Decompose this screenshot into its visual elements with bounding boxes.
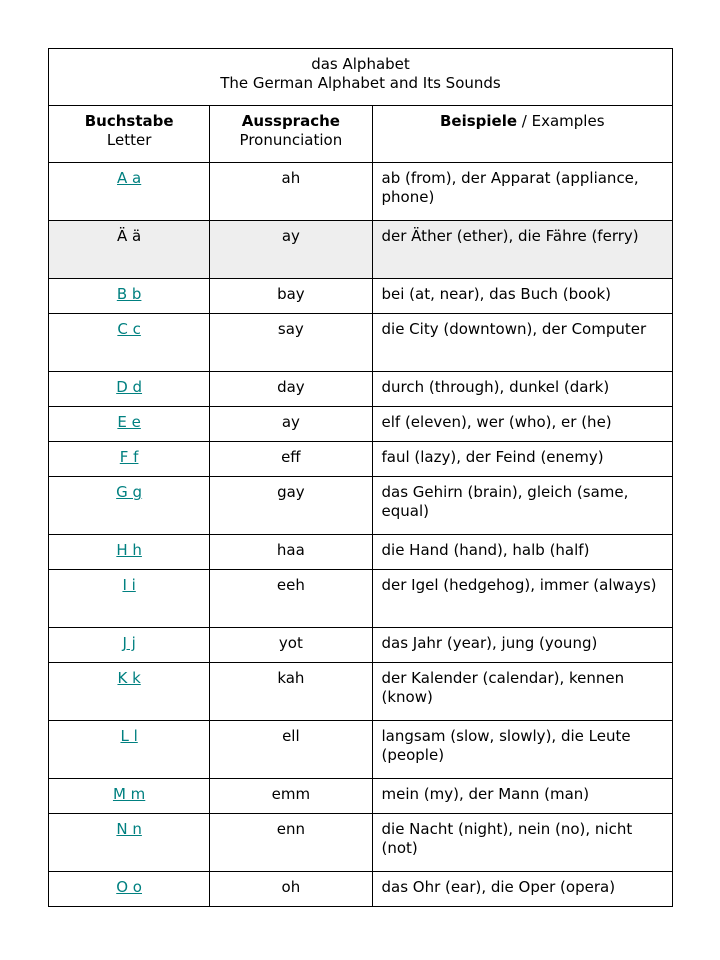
examples-cell: der Igel (hedgehog), immer (always)	[372, 570, 673, 628]
pronunciation-cell: oh	[210, 872, 372, 907]
header-examples-sep: /	[517, 112, 532, 130]
pronunciation-cell: ell	[210, 721, 372, 779]
examples-cell: die City (downtown), der Computer	[372, 314, 673, 372]
examples-cell: das Gehirn (brain), gleich (same, equal)	[372, 477, 673, 535]
letter-link-o[interactable]: O o	[116, 878, 142, 896]
examples-cell: das Jahr (year), jung (young)	[372, 628, 673, 663]
table-row	[49, 477, 673, 535]
pronunciation-cell: eeh	[210, 570, 372, 628]
letter-link-m[interactable]: M m	[112, 785, 146, 803]
examples-cell: durch (through), dunkel (dark)	[372, 372, 673, 407]
pronunciation-cell: ah	[210, 163, 372, 221]
alphabet-table	[48, 48, 673, 907]
letter-link-g[interactable]: G g	[116, 483, 143, 501]
header-pronunciation	[210, 106, 372, 163]
letter-link-i[interactable]: I i	[122, 576, 136, 594]
letter-link-k[interactable]: K k	[117, 669, 141, 687]
letter-link-l[interactable]: L l	[120, 727, 138, 745]
table-row	[49, 372, 673, 407]
table-row	[49, 407, 673, 442]
examples-cell: die Hand (hand), halb (half)	[372, 535, 673, 570]
table-row	[49, 663, 673, 721]
header-pron-de: Aussprache	[241, 112, 340, 130]
examples-cell: elf (eleven), wer (who), er (he)	[372, 407, 673, 442]
letter-link-n[interactable]: N n	[116, 820, 142, 838]
table-row	[49, 535, 673, 570]
header-letter-de: Buchstabe	[84, 112, 174, 130]
table-row	[49, 721, 673, 779]
header-examples-en: Examples	[531, 112, 605, 130]
letter-link-a[interactable]: A a	[117, 169, 142, 187]
pronunciation-cell: kah	[210, 663, 372, 721]
letter-link-e[interactable]: E e	[117, 413, 141, 431]
pronunciation-cell: eff	[210, 442, 372, 477]
examples-cell: der Kalender (calendar), kennen (know)	[372, 663, 673, 721]
letter-link-h[interactable]: H h	[116, 541, 142, 559]
pronunciation-cell: yot	[210, 628, 372, 663]
table-row	[49, 163, 673, 221]
table-row	[49, 872, 673, 907]
pronunciation-cell: day	[210, 372, 372, 407]
examples-cell: faul (lazy), der Feind (enemy)	[372, 442, 673, 477]
pronunciation-cell: say	[210, 314, 372, 372]
table-title	[49, 49, 673, 106]
pronunciation-cell: bay	[210, 279, 372, 314]
letter-link-c[interactable]: C c	[117, 320, 141, 338]
examples-cell: mein (my), der Mann (man)	[372, 779, 673, 814]
pronunciation-cell: ay	[210, 407, 372, 442]
title-german: das Alphabet	[311, 55, 410, 73]
pronunciation-cell: emm	[210, 779, 372, 814]
header-letter	[49, 106, 210, 163]
header-letter-en: Letter	[106, 131, 152, 149]
table-row	[49, 570, 673, 628]
examples-cell: langsam (slow, slowly), die Leute (people)	[372, 721, 673, 779]
examples-cell: die Nacht (night), nein (no), nicht (not)	[372, 814, 673, 872]
title-english: The German Alphabet and Its Sounds	[220, 74, 501, 92]
letter-link-d[interactable]: D d	[116, 378, 143, 396]
table-row	[49, 814, 673, 872]
pronunciation-cell: gay	[210, 477, 372, 535]
examples-cell: ab (from), der Apparat (appliance, phone)	[372, 163, 673, 221]
letter-link-b[interactable]: B b	[116, 285, 142, 303]
header-examples-de: Beispiele	[439, 112, 518, 130]
pronunciation-cell: enn	[210, 814, 372, 872]
letter-link-j[interactable]: J j	[122, 634, 136, 652]
header-pron-en: Pronunciation	[239, 131, 343, 149]
table-row	[49, 442, 673, 477]
table-row	[49, 779, 673, 814]
header-row	[49, 106, 673, 163]
examples-cell: der Äther (ether), die Fähre (ferry)	[372, 221, 673, 279]
letter-link-f[interactable]: F f	[119, 448, 139, 466]
table-row	[49, 628, 673, 663]
examples-cell: bei (at, near), das Buch (book)	[372, 279, 673, 314]
examples-cell: das Ohr (ear), die Oper (opera)	[372, 872, 673, 907]
pronunciation-cell: ay	[210, 221, 372, 279]
table-row	[49, 279, 673, 314]
table-title-row	[49, 49, 673, 106]
letter-cell-ae: Ä ä	[49, 221, 210, 279]
pronunciation-cell: haa	[210, 535, 372, 570]
table-row	[49, 314, 673, 372]
header-examples	[372, 106, 673, 163]
table-row	[49, 221, 673, 279]
